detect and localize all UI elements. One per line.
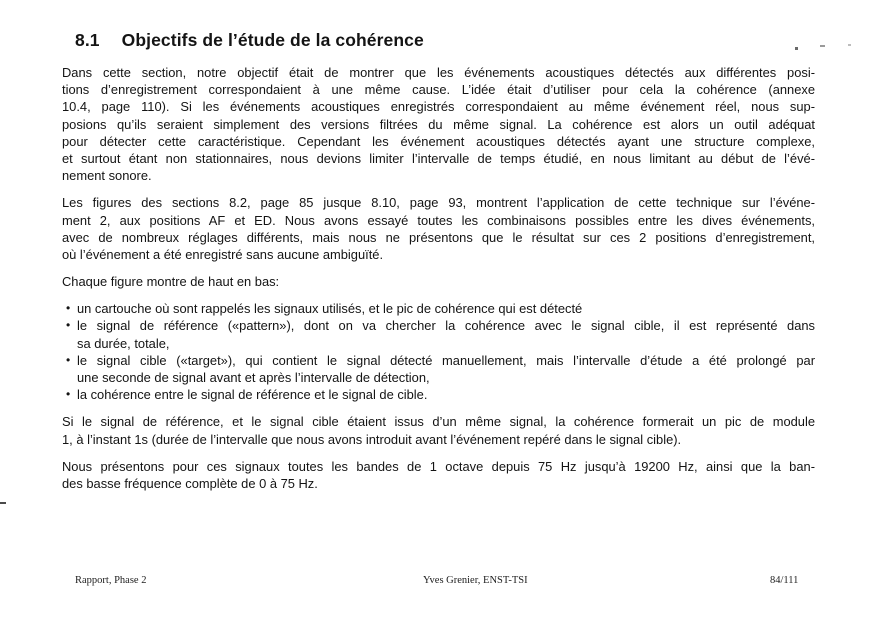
footer-author: Yves Grenier, ENST-TSI (423, 575, 528, 586)
body-line: 10.4, page 110). Si les événements acoustiques enregistrés correspondaient au même événement réel, nous sup- (62, 99, 815, 115)
footer-report-label: Rapport, Phase 2 (75, 575, 147, 586)
scan-artifact-speck (795, 47, 798, 50)
bullet-marker: • (66, 352, 71, 367)
paragraph (62, 273, 815, 290)
body-line: Les figures des sections 8.2, page 85 jusque 8.10, page 93, montrent l’application de cette technique sur l’événe- (62, 195, 815, 211)
bullet-line: le signal de référence («pattern»), dont on va chercher la cohérence avec le signal cible, il est représenté dans (77, 318, 815, 334)
page-body (62, 30, 815, 502)
page-footer (0, 575, 877, 591)
body-line: nement sonore. (62, 168, 152, 184)
bullet-line: une seconde de signal avant et après l’intervalle de détection, (77, 370, 430, 385)
bullet-line: le signal cible («target»), qui contient le signal détecté manuellement, mais l’intervalle d’étude a été prolongé par (77, 352, 815, 368)
bullet-item (62, 386, 815, 403)
bullet-line: sa durée, totale, (77, 335, 170, 351)
body-line: des basse fréquence complète de 0 à 75 Hz. (62, 475, 318, 491)
body-line: 1, à l’instant 1s (durée de l’intervalle que nous avons introduit avant l’événement repéré dans le signal cible). (62, 431, 682, 447)
bullet-line: un cartouche où sont rappelés les signaux utilisés, et le pic de cohérence qui est détecté (77, 301, 583, 317)
section-number: 8.1 (75, 30, 100, 50)
body-line: Si le signal de référence, et le signal cible étaient issus d’un même signal, la cohérence formerait un pic de module (62, 414, 815, 430)
body-line: et surtout étant non stationnaires, nous devions limiter l’intervalle de temps étudié, en nous limitant au début de l’évé- (62, 150, 815, 166)
bullet-item (62, 352, 815, 386)
section-heading (75, 30, 815, 51)
bullet-list (62, 300, 815, 403)
paragraph (62, 64, 815, 184)
bullet-marker: • (66, 387, 71, 402)
body-line: ment 2, aux positions AF et ED. Nous avons essayé toutes les combinaisons possibles entre les dives événements, (62, 212, 815, 228)
paragraph (62, 194, 815, 263)
body-line: Dans cette section, notre objectif était de montrer que les événements acoustiques détectés aux différentes posi- (62, 65, 815, 80)
bullet-marker: • (66, 301, 71, 316)
body-line: Nous présentons pour ces signaux toutes les bandes de 1 octave depuis 75 Hz jusqu’à 19200 Hz, ainsi que la ban- (62, 458, 815, 474)
paragraph (62, 413, 815, 447)
paragraph (62, 458, 815, 492)
body-line: posions qu’ils seraient simplement des versions filtrées du même signal. La cohérence est alors un outil adéquat (62, 116, 815, 132)
bullet-item (62, 317, 815, 351)
bullet-line: la cohérence entre le signal de référence et le signal de cible. (77, 387, 428, 403)
section-title: Objectifs de l’étude de la cohérence (121, 30, 424, 50)
bullet-marker: • (66, 318, 71, 333)
body-line: pour détecter cette caractéristique. Cependant les événement acoustiques détectés ayant une structure complexe, (62, 133, 815, 149)
bullet-item (62, 300, 815, 317)
body-line: Chaque figure montre de haut en bas: (62, 274, 280, 290)
scan-artifact-speck (820, 45, 825, 47)
scan-artifact-dash (0, 502, 6, 504)
body-line: où l’événement a été enregistré sans aucune ambiguïté. (62, 246, 384, 262)
scan-artifact-speck (848, 44, 851, 46)
footer-page-number: 84/111 (770, 575, 799, 586)
body-line: tions d’enregistrement correspondaient à une même cause. L’idée était d’utiliser pour cela la cohérence (annexe (62, 82, 815, 98)
body-line: avec de nombreux réglages différents, mais nous ne présentons que le résultat sur ces 2 positions d’enregistrement, (62, 229, 815, 245)
